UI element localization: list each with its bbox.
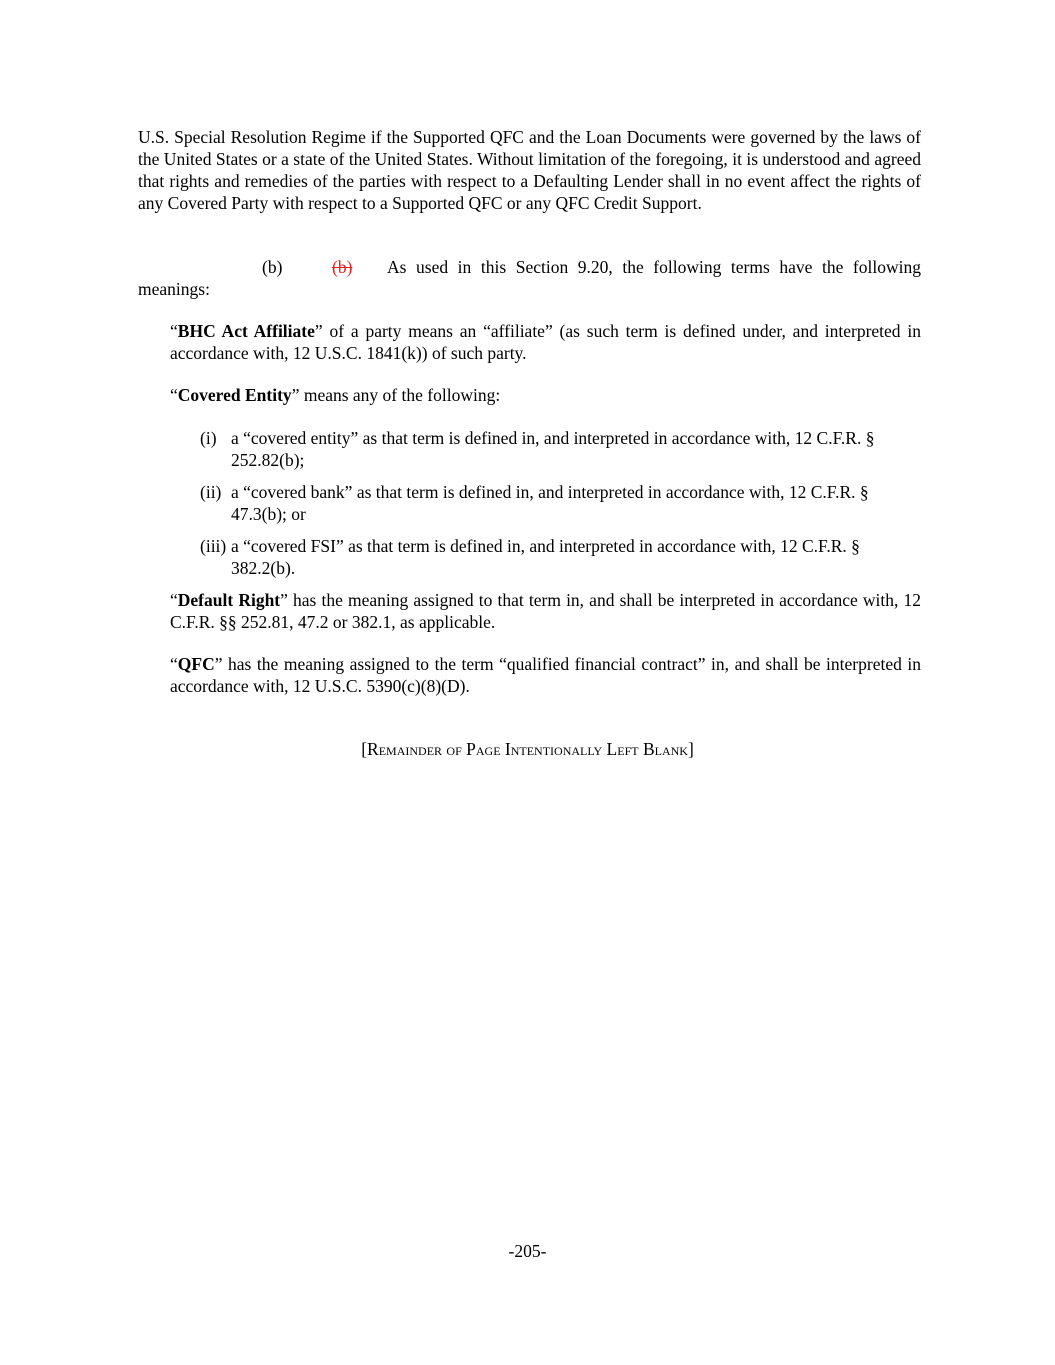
subsection-b-line1: [138, 256, 921, 278]
subsection-b: [138, 256, 921, 300]
list-item-text: a “covered entity” as that term is defined in, and interpreted in accordance with, 12 C.F.R. § 252.82(b);: [231, 428, 875, 470]
definition-text: ” means any of the following:: [291, 385, 501, 405]
open-quote: “: [170, 590, 178, 610]
open-quote: “: [170, 654, 178, 674]
definition-text: ” has the meaning assigned to the term “qualified financial contract” in, and shall be interpreted in accordance with, 12 U.S.C. 5390(c)(8)(D).: [170, 654, 921, 696]
defined-term: BHC Act Affiliate: [177, 321, 315, 341]
definition-covered-entity: [170, 384, 921, 406]
list-marker: (ii): [200, 482, 222, 502]
open-quote: “: [170, 321, 178, 341]
subsection-b-continuation: meanings:: [138, 279, 210, 299]
definition-bhc-act-affiliate: [170, 320, 921, 364]
definition-text: ” of a party means an “affiliate” (as such term is defined under, and interpreted in accordance with, 12 U.S.C. 1841(k)) of such party.: [170, 321, 921, 363]
definition-text: ” has the meaning assigned to that term in, and shall be interpreted in accordance with, 12 C.F.R. §§ 252.81, 47.2 or 382.1, as applicable.: [170, 590, 921, 632]
defined-term: Covered Entity: [177, 385, 292, 405]
intro-paragraph: U.S. Special Resolution Regime if the Supported QFC and the Loan Documents were governed by the laws of the United States or a state of the United States. Without limitation of the foregoing, it is understood and agreed that rights and remedies of the parties with respect to a Defaulting Lender shall in no event affect the rights of any Covered Party with respect to a Supported QFC or any QFC Credit Support.: [138, 127, 921, 213]
list-item-text: a “covered FSI” as that term is defined in, and interpreted in accordance with, 12 C.F.R. § 382.2(b).: [231, 536, 860, 578]
remainder-notice: [Remainder of Page Intentionally Left Blank]: [361, 739, 694, 759]
defined-term: QFC: [177, 654, 215, 674]
list-marker: (i): [200, 428, 217, 448]
list-marker: (iii): [200, 536, 227, 556]
subsection-b-text: As used in this Section 9.20, the following terms have the following: [387, 257, 921, 277]
definition-default-right: [170, 589, 921, 633]
list-item: [200, 481, 920, 525]
list-item: [200, 535, 920, 579]
defined-term: Default Right: [177, 590, 281, 610]
subsection-b-number: (b): [262, 257, 283, 277]
definition-qfc: [170, 653, 921, 697]
list-item-text: a “covered bank” as that term is defined in, and interpreted in accordance with, 12 C.F.R. § 47.3(b); or: [231, 482, 869, 524]
list-item: [200, 427, 920, 471]
open-quote: “: [170, 385, 178, 405]
deleted-subsection-number: (b): [332, 257, 353, 277]
page-number: -205-: [508, 1241, 547, 1261]
